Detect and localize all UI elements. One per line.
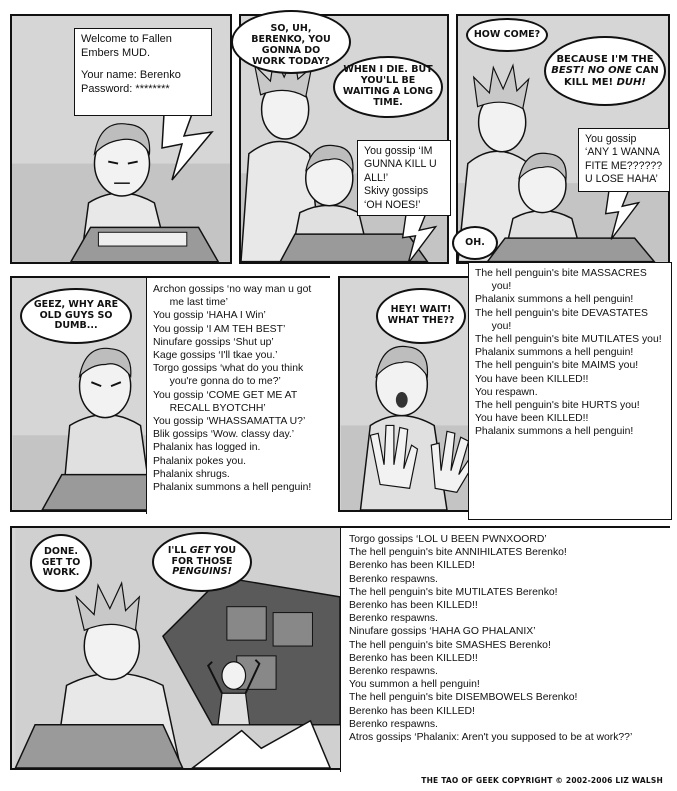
screen-tail-icon	[604, 188, 644, 243]
log-line: The hell penguin's bite ANNIHILATES Berenko!	[349, 547, 567, 559]
panel-2	[239, 14, 449, 264]
log-line: You summon a hell penguin!	[349, 679, 480, 691]
log-line: Berenko has been KILLED!!	[349, 652, 478, 664]
speech-balloon: HOW COME?	[466, 18, 548, 52]
log-line: You gossip ‘COME GET ME AT RECALL BYOTCHH’	[153, 389, 297, 414]
log-line: Phalanix pokes you.	[153, 455, 246, 467]
log-line: The hell penguin's bite MASSACRES you!	[475, 268, 647, 293]
log-line: You have been KILLED!!	[475, 413, 589, 425]
log-line: Berenko has been KILLED!	[349, 705, 475, 717]
balloon-emphasis: BEST! NO ONE	[551, 65, 632, 77]
balloon-emphasis: GET	[189, 544, 211, 556]
screen-line: Password: ********	[81, 82, 170, 95]
log-line: You gossip ‘HAHA I Win’	[153, 310, 266, 322]
speech-balloon	[544, 36, 666, 106]
screen-tail-icon	[162, 114, 222, 184]
log-line: Berenko respawns.	[349, 573, 438, 585]
log-line: You gossip ‘WHASSAMATTA U?’	[153, 416, 306, 428]
log-line: The hell penguin's bite HURTS you!	[475, 400, 640, 412]
speech-balloon: DONE. GET TO WORK.	[30, 534, 92, 592]
screen-line: Your name: Berenko	[81, 68, 181, 81]
gossip-log	[146, 278, 332, 514]
log-line: Blik gossips ‘Wow. classy day.’	[153, 429, 295, 441]
combat-log	[468, 262, 672, 520]
speech-balloon	[152, 532, 252, 592]
log-line: Berenko has been KILLED!	[349, 560, 475, 572]
panel-1	[10, 14, 232, 264]
mud-login-screen	[74, 28, 212, 116]
log-line: You gossip ‘IM GUNNA KILL U ALL!’	[364, 145, 437, 184]
panel-4	[10, 276, 330, 512]
log-line: Phalanix summons a hell penguin!	[475, 294, 634, 306]
log-line: The hell penguin's bite MUTILATES you!	[475, 334, 662, 346]
speech-balloon: GEEZ, WHY ARE OLD GUYS SO DUMB...	[20, 288, 132, 344]
balloon-emphasis: DUH!	[616, 76, 646, 88]
balloon-text: BECAUSE I'M THE	[556, 53, 654, 65]
screen-line: Welcome to Fallen	[81, 33, 172, 45]
log-line: Berenko respawns.	[349, 718, 438, 730]
speech-balloon: WHEN I DIE. BUT YOU'LL BE WAITING A LONG TIME.	[333, 56, 443, 118]
log-line: You respawn.	[475, 386, 538, 398]
log-line: The hell penguin's bite DISEMBOWELS Berenko!	[349, 692, 578, 704]
log-line: Phalanix summons a hell penguin!	[475, 347, 634, 359]
log-line: The hell penguin's bite DEVASTATES you!	[475, 307, 648, 332]
log-line: Berenko respawns.	[349, 666, 438, 678]
balloon-emphasis: PENGUINS!	[172, 566, 232, 578]
balloon-text: YOU FOR THOSE	[171, 544, 237, 567]
log-line: Ninufare gossips ‘Shut up’	[153, 336, 274, 348]
panel-5	[338, 268, 670, 512]
log-line: Kage gossips ‘I'll tkae you.’	[153, 350, 278, 362]
log-line: Phalanix shrugs.	[153, 468, 230, 480]
log-line: Torgo gossips ‘LOL U BEEN PWNXOORD’	[349, 534, 547, 545]
log-line: The hell penguin's bite MUTILATES Berenko!	[349, 586, 558, 598]
log-line: Skivy gossips ‘OH NOES!’	[364, 185, 429, 211]
log-line: The hell penguin's bite MAIMS you!	[475, 360, 639, 372]
gossip-screen	[357, 140, 451, 216]
speech-balloon: HEY! WAIT! WHAT THE??	[376, 288, 466, 344]
gossip-screen	[578, 128, 670, 192]
balloon-text: CAN KILL ME!	[564, 65, 659, 88]
panel-3	[456, 14, 670, 264]
log-line: Archon gossips ‘no way man u got me last time’	[153, 284, 312, 309]
speech-balloon: SO, UH, BERENKO, YOU GONNA DO WORK TODAY?	[231, 10, 351, 74]
log-line: Torgo gossips ‘what do you think you're gonna do to me?’	[153, 363, 304, 388]
log-line: Berenko respawns.	[349, 613, 438, 625]
log-line: Ninufare gossips ‘HAHA GO PHALANIX’	[349, 626, 536, 638]
log-line: You gossip ‘I AM TEH BEST’	[153, 323, 286, 335]
log-line: Phalanix summons a hell penguin!	[475, 426, 634, 438]
log-line: You gossip ‘ANY 1 WANNA FITE ME?????? U LOSE HAHA’	[585, 133, 663, 186]
log-line: Phalanix has logged in.	[153, 442, 261, 454]
panel-6	[10, 526, 670, 770]
log-line: Berenko has been KILLED!!	[349, 600, 478, 612]
combat-log	[340, 528, 672, 772]
log-line: Atros gossips ‘Phalanix: Aren't you supposed to be at work??’	[349, 732, 633, 744]
log-line: You have been KILLED!!	[475, 373, 589, 385]
copyright-notice: THE TAO OF GEEK COPYRIGHT © 2002-2006 LIZ WALSH	[421, 776, 663, 785]
screen-tail-icon	[401, 212, 441, 267]
balloon-text: I'LL	[167, 544, 190, 556]
log-line: Phalanix summons a hell penguin!	[153, 482, 312, 494]
screen-line: Embers MUD.	[81, 46, 151, 59]
speech-balloon: OH.	[452, 226, 498, 260]
log-line: The hell penguin's bite SMASHES Berenko!	[349, 639, 551, 651]
